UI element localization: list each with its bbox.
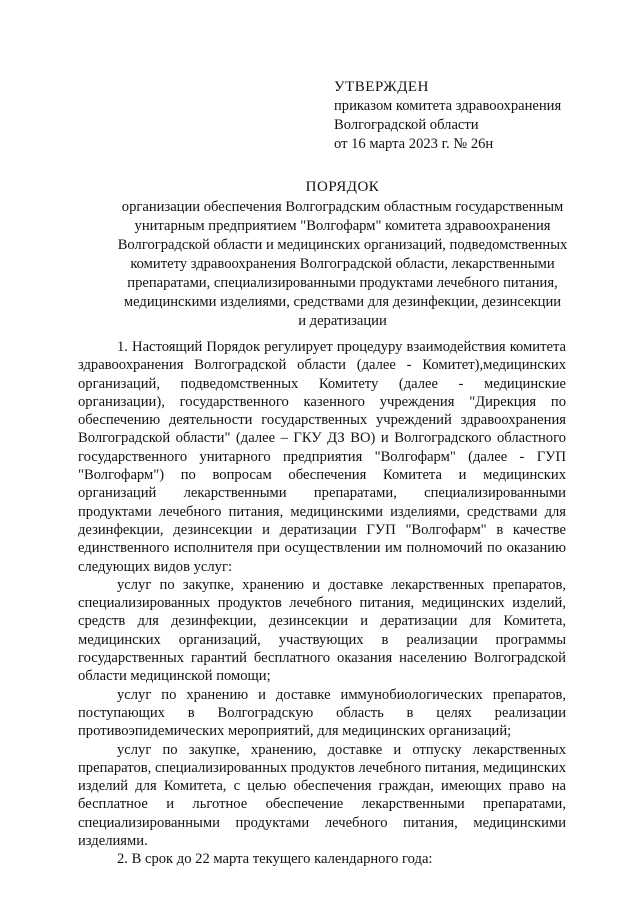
title-subtitle-line: организации обеспечения Волгоградским областным государственным	[121, 199, 564, 215]
approval-region-line: Волгоградской области	[334, 117, 479, 133]
service-item-3: услуг по закупке, хранению, доставке и отпуску лекарственных препаратов, специализированных продуктов лечебного питания, медицинских изделий для Комитета, с целью обеспечения граждан, имеющих право на бесплатное и льготное обеспечение лекарственными препаратами, специализированными продуктами лечебного питания, медицинскими изделиями.	[78, 741, 566, 850]
approval-date-line: от 16 марта 2023 г. № 26н	[334, 136, 494, 152]
document-title	[60, 178, 625, 331]
title-subtitle-line: препаратами, специализированными продуктами лечебного питания,	[127, 275, 558, 291]
service-item-2: услуг по хранению и доставке иммунобиологических препаратов, поступающих в Волгоградскую область в целях реализации противоэпидемических мероприятий, для медицинских организаций;	[78, 686, 566, 740]
title-subtitle-line: и дератизации	[298, 313, 387, 329]
title-subtitle-line: медицинскими изделиями, средствами для дезинфекции, дезинсекции	[123, 294, 562, 310]
title-subtitle-line: Волгоградской области и медицинских организаций, подведомственных	[117, 237, 568, 253]
approval-heading: УТВЕРЖДЕН	[334, 79, 429, 95]
paragraph-2: 2. В срок до 22 марта текущего календарного года:	[117, 851, 433, 868]
title-subtitle-line: комитету здравоохранения Волгоградской области, лекарственными	[130, 256, 555, 272]
title-heading: ПОРЯДОК	[305, 179, 380, 195]
approval-stamp	[334, 78, 624, 154]
title-subtitle-line: унитарным предприятием "Волгофарм" комитета здравоохранения	[134, 218, 551, 234]
paragraph-1: 1. Настоящий Порядок регулирует процедуру взаимодействия комитета здравоохранения Волгоградской области (далее - Комитет),медицинских организаций, подведомственных Комитету (далее - медицинские организации), государственного казенного учреждения "Дирекция по обеспечению деятельности государственных учреждений здравоохранения Волгоградской области" (далее – ГКУ ДЗ ВО) и Волгоградского областного государственного унитарного предприятия "Волгофарм" (далее - ГУП "Волгофарм") по вопросам обеспечения Комитета и медицинских организаций лекарственными препаратами, специализированными продуктами лечебного питания, медицинскими изделиями, средствами для дезинфекции, дезинсекции и дератизации ГУП "Волгофарм" в качестве единственного исполнителя при осуществлении им полномочий по оказанию следующих видов услуг:	[78, 339, 566, 575]
service-item-1: услуг по закупке, хранению и доставке лекарственных препаратов, специализированных продуктов лечебного питания, медицинских изделий, средств для дезинфекции, дезинсекции и дератизации для Комитета, медицинских организаций, участвующих в реализации программы государственных гарантий бесплатного оказания населению Волгоградской области медицинской помощи;	[78, 576, 566, 685]
approval-order-line: приказом комитета здравоохранения	[334, 98, 562, 114]
document-body	[78, 338, 566, 869]
